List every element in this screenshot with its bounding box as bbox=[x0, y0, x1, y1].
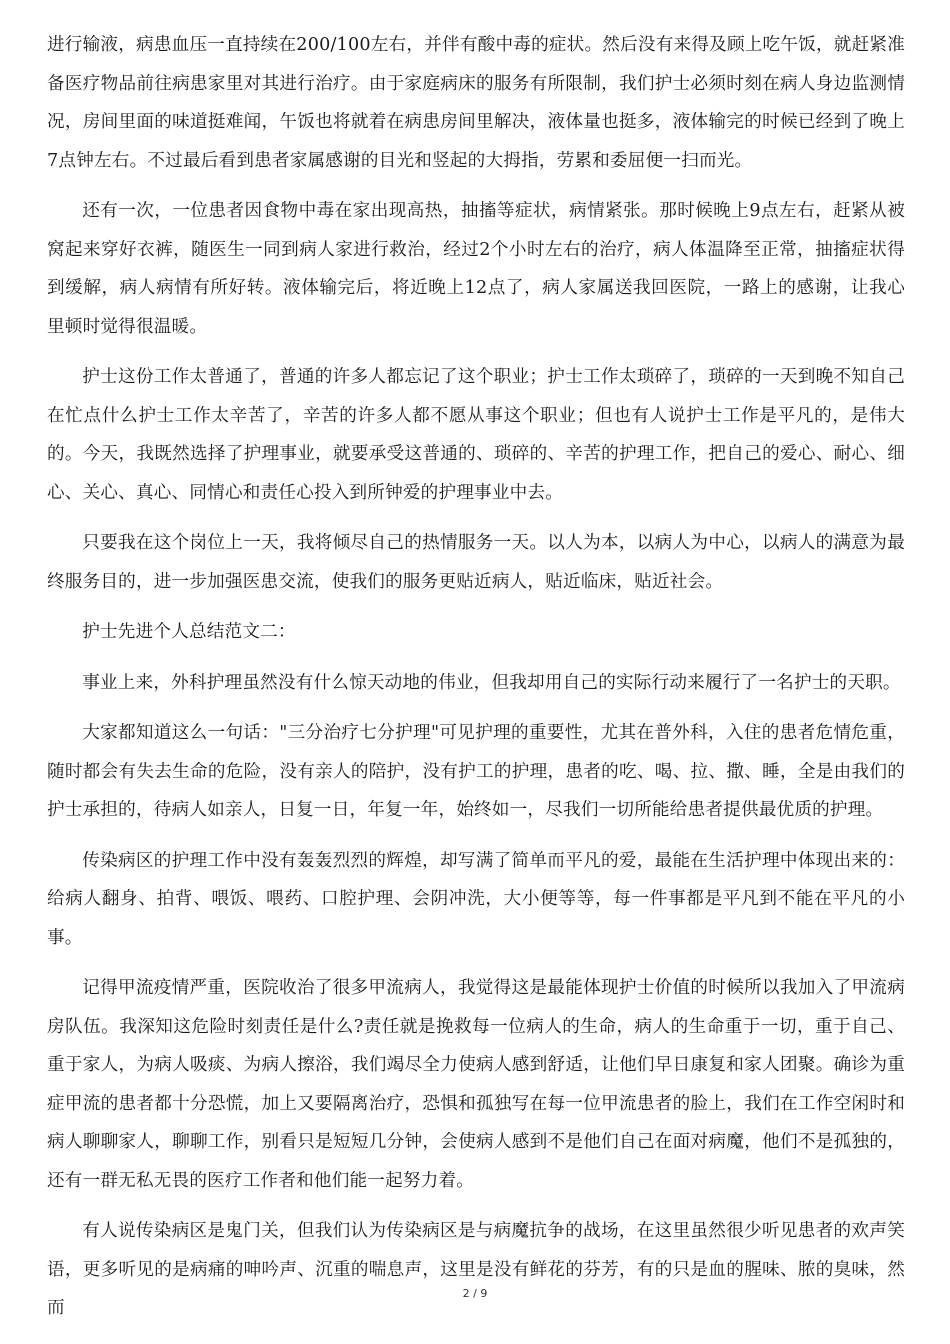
paragraph-5: 事业上来，外科护理虽然没有什么惊天动地的伟业，但我却用自己的实际行动来履行了一名护士的天职。 bbox=[82, 672, 901, 693]
paragraph-6: 大家都知道这么一句话："三分治疗七分护理"可见护理的重要性，尤其在普外科，入住的患者危情危重，随时都会有失去生命的危险，没有亲人的陪护，没有护工的护理，患者的吃、喝、拉、撒、睡，全是由我们的护士承担的，待病人如亲人，日复一日，年复一年，始终如一，尽我们一切所能给患者提供最优质的护理。 bbox=[47, 723, 905, 820]
paragraph-1: 进行输液，病患血压一直持续在200/100左右，并伴有酸中毒的症状。然后没有来得及顾上吃午饭，就赶紧准备医疗物品前往病患家里对其进行治疗。由于家庭病床的服务有所限制，我们护士必须时刻在病人身边监测情况，房间里面的味道挺难闻，午饭也将就着在病患房间里解决，液体量也挺多，液体输完的时候已经到了晚上7点钟左右。不过最后看到患者家属感谢的目光和竖起的大拇指，劳累和委屈便一扫而光。 bbox=[47, 35, 905, 171]
paragraph-7: 传染病区的护理工作中没有轰轰烈烈的辉煌，却写满了简单而平凡的爱，最能在生活护理中体现出来的：给病人翻身、拍背、喂饭、喂药、口腔护理、会阴冲洗，大小便等等，每一件事都是平凡到不能在平凡的小事。 bbox=[47, 850, 905, 948]
paragraph-9: 有人说传染病区是鬼门关，但我们认为传染病区是与病魔抗争的战场，在这里虽然很少听见患者的欢声笑语，更多听见的是病痛的呻吟声、沉重的喘息声，这里是没有鲜花的芬芳，有的只是血的腥味、脓的臭味，然而 bbox=[47, 1221, 905, 1318]
page-number: 2 / 9 bbox=[462, 1287, 488, 1300]
section-heading: 护士先进个人总结范文二： bbox=[82, 622, 296, 642]
paragraph-4: 只要我在这个岗位上一天，我将倾尽自己的热情服务一天。以人为本，以病人为中心，以病人的满意为最终服务目的，进一步加强医患交流，使我们的服务更贴近病人，贴近临床，贴近社会。 bbox=[47, 533, 905, 592]
document-body bbox=[47, 26, 905, 1340]
paragraph-3: 护士这份工作太普通了，普通的许多人都忘记了这个职业；护士工作太琐碎了，琐碎的一天到晚不知自己在忙点什么护士工作太辛苦了，辛苦的许多人都不愿从事这个职业；但也有人说护士工作是平凡的，是伟大的。今天，我既然选择了护理事业，就要承受这普通的、琐碎的、辛苦的护理工作，把自己的爱心、耐心、细心、关心、真心、同情心和责任心投入到所钟爱的护理事业中去。 bbox=[47, 367, 905, 503]
paragraph-2: 还有一次，一位患者因食物中毒在家出现高热，抽搐等症状，病情紧张。那时候晚上9点左右，赶紧从被窝起来穿好衣裤，随医生一同到病人家进行救治，经过2个小时左右的治疗，病人体温降至正常，抽搐症状得到缓解，病人病情有所好转。液体输完后，将近晚上12点了，病人家属送我回医院，一路上的感谢，让我心里顿时觉得很温暖。 bbox=[47, 201, 905, 337]
paragraph-8: 记得甲流疫情严重，医院收治了很多甲流病人，我觉得这是最能体现护士价值的时候所以我加入了甲流病房队伍。我深知这危险时刻责任是什么?责任就是挽救每一位病人的生命，病人的生命重于一切，重于自己、重于家人，为病人吸痰、为病人擦浴，我们竭尽全力使病人感到舒适，让他们早日康复和家人团聚。确诊为重症甲流的患者都十分恐慌，加上又要隔离治疗，恐惧和孤独写在每一位甲流患者的脸上，我们在工作空闲时和病人聊聊家人，聊聊工作，别看只是短短几分钟，会使病人感到不是他们自己在面对病魔，他们不是孤独的，还有一群无私无畏的医疗工作者和他们能一起努力着。 bbox=[47, 978, 905, 1191]
